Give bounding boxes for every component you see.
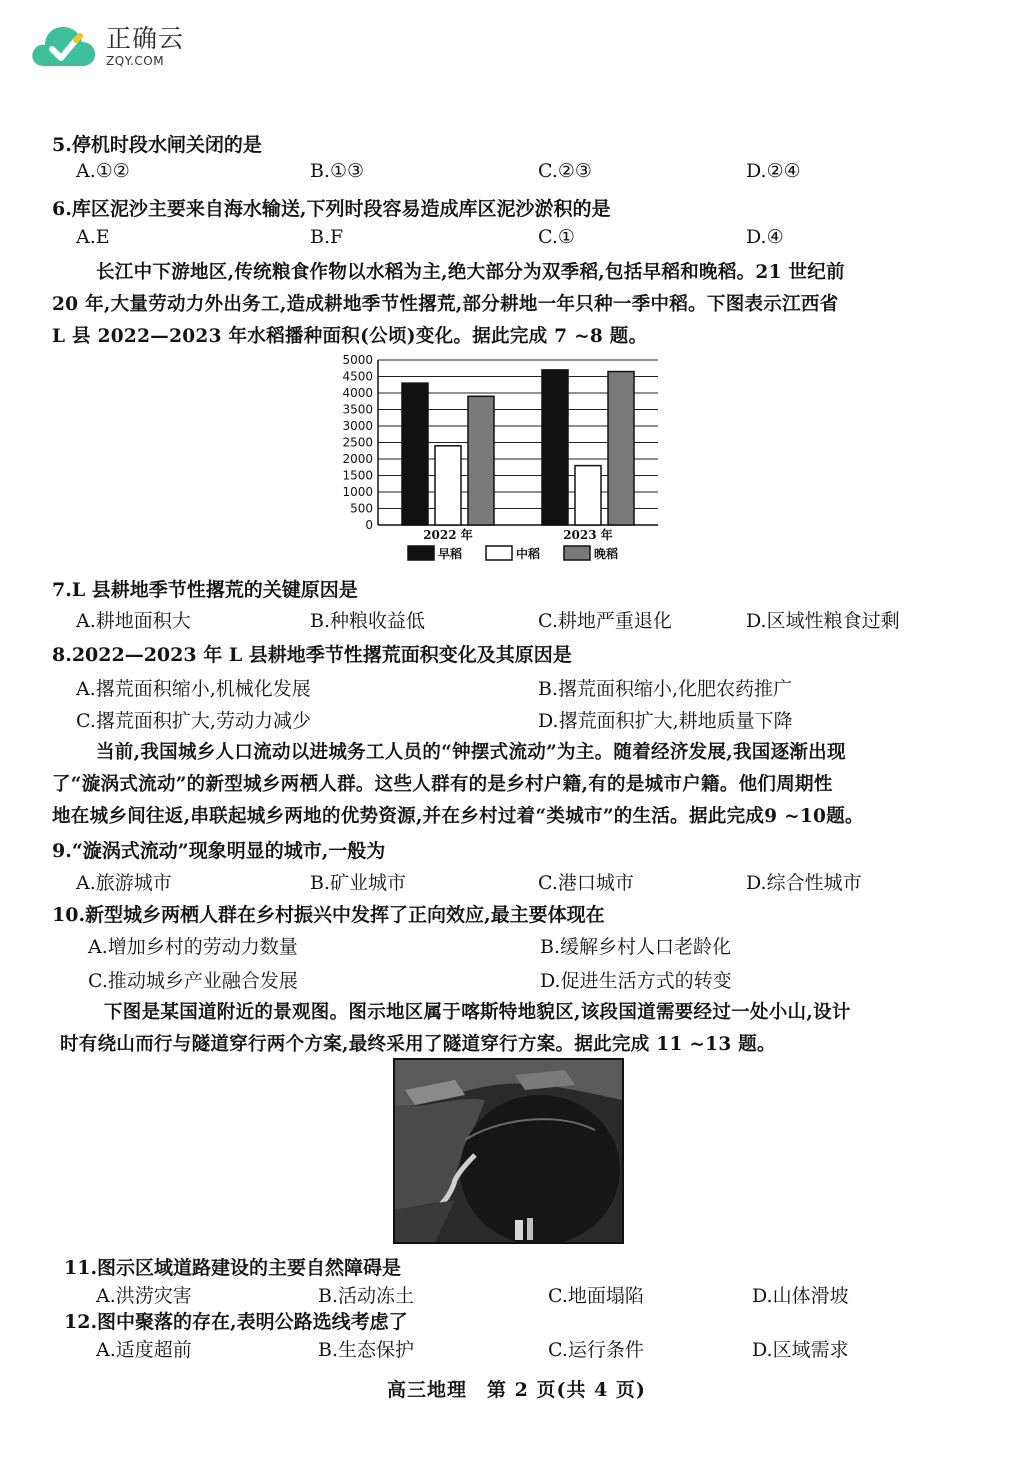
bar-晚稻-0	[468, 396, 494, 525]
question-7-option-b: B.种粮收益低	[310, 610, 426, 632]
question-9-option-c: C.港口城市	[538, 872, 634, 894]
question-10-option-a: A.增加乡村的劳动力数量	[88, 936, 298, 958]
question-9-option-b: B.矿业城市	[310, 872, 407, 894]
passage-3-line-1: 下图是某国道附近的景观图。图示地区属于喀斯特地貌区,该段国道需要经过一处小山,设计	[104, 1002, 851, 1023]
question-8-option-a: A.撂荒面积缩小,机械化发展	[76, 678, 311, 700]
question-5-option-c: C.②③	[538, 160, 592, 182]
bar-中稻-0	[435, 446, 461, 525]
question-10-option-b: B.缓解乡村人口老龄化	[540, 936, 732, 958]
question-5-stem: 5.停机时段水闸关闭的是	[52, 134, 262, 156]
passage-1-line-2: 20 年,大量劳动力外出务工,造成耕地季节性撂荒,部分耕地一年只种一季中稻。下图表示江西省	[52, 294, 839, 315]
y-tick-label: 0	[365, 518, 373, 532]
passage-2-line-2: 了“漩涡式流动”的新型城乡两栖人群。这些人群有的是乡村户籍,有的是城市户籍。他们周期性	[52, 774, 833, 795]
y-tick-label: 3500	[342, 402, 373, 417]
question-10-stem: 10.新型城乡两栖人群在乡村振兴中发挥了正向效应,最主要体现在	[52, 904, 605, 926]
question-8-option-d: D.撂荒面积扩大,耕地质量下降	[538, 710, 793, 732]
question-11-option-b: B.活动冻土	[318, 1285, 415, 1307]
question-6-option-a: A.E	[76, 226, 110, 248]
question-9-stem: 9.“漩涡式流动”现象明显的城市,一般为	[52, 840, 386, 862]
question-7-option-c: C.耕地严重退化	[538, 610, 672, 632]
question-9-option-a: A.旅游城市	[76, 872, 172, 894]
question-8-option-b: B.撂荒面积缩小,化肥农药推广	[538, 678, 793, 700]
passage-1-line-1: 长江中下游地区,传统粮食作物以水稻为主,绝大部分为双季稻,包括早稻和晚稻。21 世纪前	[96, 262, 845, 283]
cloud-check-icon	[28, 18, 98, 74]
bar-中稻-1	[575, 466, 601, 525]
y-tick-label: 2500	[342, 435, 373, 450]
question-6-stem: 6.库区泥沙主要来自海水输送,下列时段容易造成库区泥沙淤积的是	[52, 198, 611, 220]
question-11-stem: 11.图示区域道路建设的主要自然障碍是	[64, 1257, 402, 1279]
question-12-option-d: D.区域需求	[752, 1339, 849, 1361]
question-5-option-b: B.①③	[310, 160, 365, 182]
passage-1-line-3: L 县 2022—2023 年水稻播种面积(公顷)变化。据此完成 7 ~8 题。	[52, 326, 648, 347]
question-11-option-a: A.洪涝灾害	[96, 1285, 192, 1307]
y-tick-label: 5000	[342, 353, 373, 367]
legend-swatch	[564, 546, 590, 560]
question-11-option-d: D.山体滑坡	[752, 1285, 849, 1307]
passage-2-line-1: 当前,我国城乡人口流动以进城务工人员的“钟摆式流动”为主。随着经济发展,我国逐渐出现	[96, 742, 846, 763]
y-tick-label: 4500	[342, 369, 373, 384]
y-tick-label: 3000	[342, 419, 373, 433]
brand-logo	[28, 18, 184, 74]
question-7-option-d: D.区域性粮食过剩	[746, 610, 900, 632]
y-tick-label: 1500	[342, 468, 373, 483]
legend-label: 早稻	[438, 547, 463, 561]
passage-3-line-2: 时有绕山而行与隧道穿行两个方案,最终采用了隧道穿行方案。据此完成 11 ~13 题。	[60, 1034, 776, 1055]
question-5-option-d: D.②④	[746, 160, 801, 182]
legend-label: 中稻	[516, 547, 541, 561]
question-12-option-b: B.生态保护	[318, 1339, 415, 1361]
passage-2-line-3: 地在城乡间往返,串联起城乡两地的优势资源,并在乡村过着“类城市”的生活。据此完成9 ~10题。	[52, 806, 864, 827]
y-tick-label: 2000	[342, 452, 373, 466]
legend-swatch	[486, 546, 512, 560]
question-12-option-a: A.适度超前	[96, 1339, 192, 1361]
brand-url: ZQY.COM	[106, 53, 165, 68]
y-tick-label: 4000	[342, 386, 373, 400]
landscape-illustration	[395, 1060, 622, 1242]
question-6-option-c: C.①	[538, 226, 575, 248]
rice-area-bar-chart	[320, 348, 670, 570]
question-7-stem: 7.L 县耕地季节性撂荒的关键原因是	[52, 579, 358, 601]
question-8-option-c: C.撂荒面积扩大,劳动力减少	[76, 710, 311, 732]
bar-早稻-1	[542, 370, 568, 525]
legend-swatch	[408, 546, 434, 560]
chart-svg	[320, 348, 670, 570]
page-footer: 高三地理 第 2 页(共 4 页)	[387, 1379, 646, 1401]
question-8-stem: 8.2022—2023 年 L 县耕地季节性撂荒面积变化及其原因是	[52, 644, 572, 666]
y-tick-label: 500	[350, 501, 373, 516]
karst-landscape-photo	[393, 1058, 624, 1244]
x-tick-label: 2022 年	[423, 528, 473, 542]
brand-name: 正确云	[106, 23, 185, 53]
question-6-option-d: D.④	[746, 226, 784, 248]
bar-早稻-0	[402, 383, 428, 525]
y-tick-label: 1000	[342, 485, 373, 499]
question-5-option-a: A.①②	[76, 160, 130, 182]
bar-晚稻-1	[608, 372, 634, 525]
question-12-option-c: C.运行条件	[548, 1339, 644, 1361]
question-12-stem: 12.图中聚落的存在,表明公路选线考虑了	[64, 1311, 408, 1333]
question-7-option-a: A.耕地面积大	[76, 610, 191, 632]
question-10-option-d: D.促进生活方式的转变	[540, 970, 732, 992]
question-11-option-c: C.地面塌陷	[548, 1285, 644, 1307]
question-9-option-d: D.综合性城市	[746, 872, 862, 894]
x-tick-label: 2023 年	[563, 528, 613, 542]
question-10-option-c: C.推动城乡产业融合发展	[88, 970, 298, 992]
question-6-option-b: B.F	[310, 226, 344, 248]
legend-label: 晚稻	[594, 547, 619, 561]
